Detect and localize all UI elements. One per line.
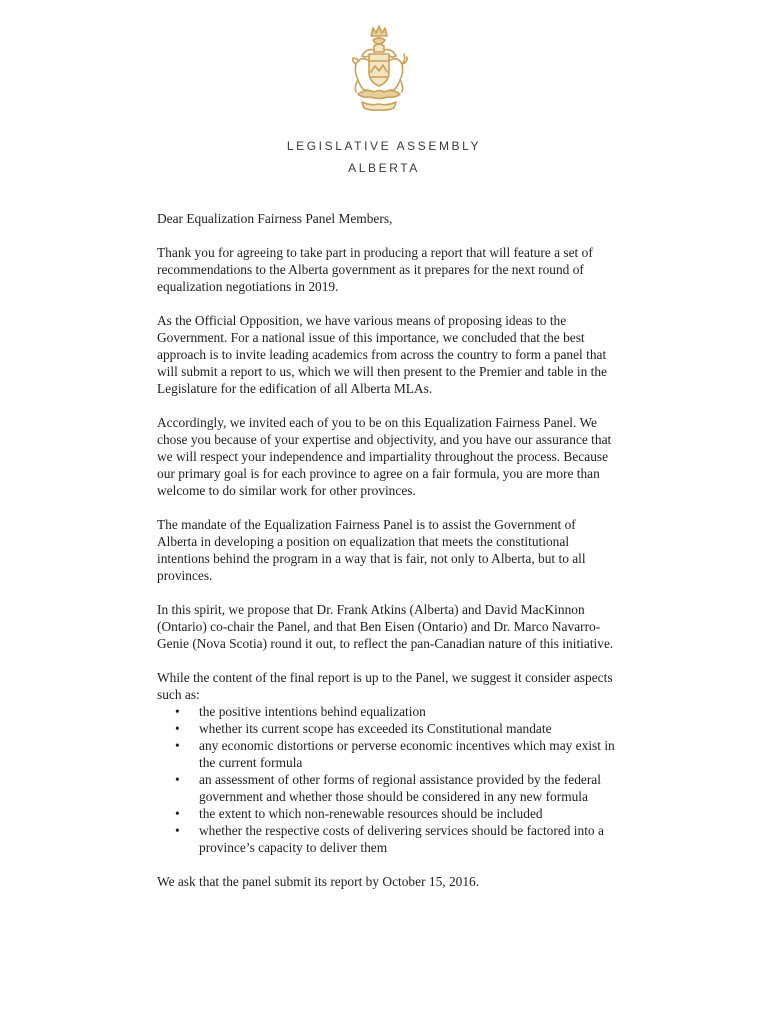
- paragraph-invitation: Accordingly, we invited each of you to be on this Equalization Fairness Panel. We chose you because of your expertise and objectivity, and you have our assurance that we will respect your independence and impartiality throughout the process. Because our primary goal is for each province to agree on a fair formula, you are more than welcome to do similar work for other provinces.: [157, 415, 612, 498]
- list-item: • the extent to which non-renewable resources should be included: [157, 805, 617, 822]
- salutation: Dear Equalization Fairness Panel Members,: [157, 211, 393, 226]
- closing-request: We ask that the panel submit its report by October 15, 2016.: [157, 874, 480, 889]
- list-item: • an assessment of other forms of regional assistance provided by the federal government and whether those should be considered in any new formula: [157, 771, 617, 805]
- list-item: • any economic distortions or perverse economic incentives which may exist in the current formula: [157, 737, 617, 771]
- letter-body: [157, 210, 617, 907]
- letterhead-title: LEGISLATIVE ASSEMBLY: [286, 139, 482, 153]
- alberta-coat-of-arms-icon: [338, 24, 420, 114]
- paragraph-opposition: As the Official Opposition, we have various means of proposing ideas to the Government. For a national issue of this importance, we concluded that the best approach is to invite leading academics from across the country to form a panel that will submit a report to us, which we will then present to the Premier and table in the Legislature for the edification of all Alberta MLAs.: [157, 313, 607, 396]
- aspects-intro: While the content of the final report is up to the Panel, we suggest it consider aspects such as:: [157, 670, 613, 702]
- list-item: • whether the respective costs of delivering services should be factored into a province’s capacity to deliver them: [157, 822, 617, 856]
- letterhead-subtitle: ALBERTA: [348, 161, 420, 175]
- paragraph-panel-members: In this spirit, we propose that Dr. Frank Atkins (Alberta) and David MacKinnon (Ontario) co-chair the Panel, and that Ben Eisen (Ontario) and Dr. Marco Navarro-Genie (Nova Scotia) round it out, to reflect the pan-Canadian nature of this initiative.: [157, 602, 614, 651]
- list-item: • whether its current scope has exceeded its Constitutional mandate: [157, 720, 617, 737]
- aspects-list: [157, 703, 617, 856]
- paragraph-mandate: The mandate of the Equalization Fairness Panel is to assist the Government of Alberta in developing a position on equalization that meets the constitutional intentions behind the program in a way that is fair, not only to Alberta, but to all provinces.: [157, 517, 586, 583]
- paragraph-thanks: Thank you for agreeing to take part in producing a report that will feature a set of recommendations to the Alberta government as it prepares for the next round of equalization negotiations in 2019.: [157, 245, 593, 294]
- list-item: • the positive intentions behind equalization: [157, 703, 617, 720]
